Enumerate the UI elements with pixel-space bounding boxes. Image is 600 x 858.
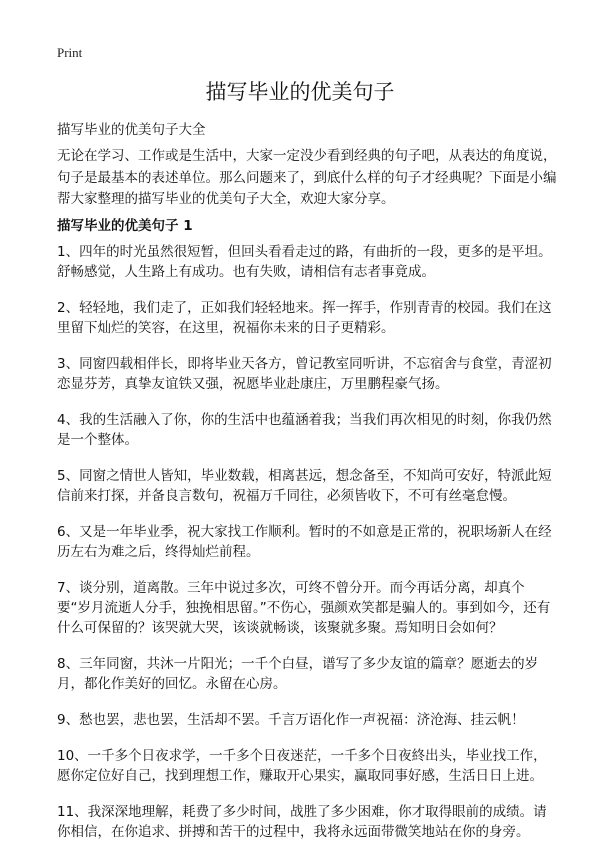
section-heading: 描写毕业的优美句子 1 [57,218,193,234]
sentence-list [57,242,557,858]
list-item: 3、同窗四载相伴长，即将毕业天各方，曾记教室同听讲，不忘宿舍与食堂，青涩初恋显芬芳，真挚友谊铁又强，祝愿毕业赴康庄，万里鹏程豪气扬。 [57,356,552,392]
print-link[interactable]: Print [57,45,83,60]
list-item: 10、一千多个日夜求学，一千多个日夜迷茫，一千多个日夜終出头，毕业找工作，愿你定位好自己，找到理想工作，赚取开心果实，赢取同事好感，生活日日上进。 [57,748,547,784]
list-item: 6、又是一年毕业季，祝大家找工作顺利。暂时的不如意是正常的，祝职场新人在经历左右为难之后，终得灿烂前程。 [57,524,552,560]
list-item: 5、同窗之情世人皆知，毕业数载，相离甚远，想念备至，不知尚可安好，特派此短信前来打探，并备良言数句，祝福万千同往，必须皆收下，不可有丝毫怠慢。 [57,468,552,504]
list-item: 7、谈分别，道离散。三年中说过多次，可终不曾分开。而今再话分离，却真个要“岁月流逝人分手，独挽相思留。”不伤心，强颜欢笑都是骗人的。事到如今，还有什么可保留的？该哭就大哭，该谈就畅谈，该聚就多聚。焉知明日会如何？ [57,580,551,636]
list-item: 1、四年的时光虽然很短暂，但回头看看走过的路，有曲折的一段，更多的是平坦。舒畅感觉，人生路上有成功。也有失败，请相信有志者事竟成。 [57,244,552,280]
list-item: 9、愁也罢，悲也罢，生活却不罢。千言万语化作一声祝福：济沧海、挂云帆！ [57,712,525,728]
list-item: 2、轻轻地，我们走了，正如我们轻轻地来。挥一挥手，作别青青的校园。我们在这里留下灿烂的笑容，在这里，祝福你未来的日子更精彩。 [57,300,552,336]
page-title: 描写毕业的优美句子 [205,80,395,104]
subtitle: 描写毕业的优美句子大全 [57,122,206,138]
list-item: 11、我深深地理解，耗费了多少时间，战胜了多少困难，你才取得眼前的成绩。请你相信，在你追求、拼搏和苦干的过程中，我将永远面带微笑地站在你的身旁。 [57,804,547,840]
intro-paragraph: 无论在学习、工作或是生活中，大家一定没少看到经典的句子吧，从表达的角度说，句子是最基本的表述单位。那么问题来了，到底什么样的句子才经典呢？下面是小编帮大家整理的描写毕业的优美句子大全，欢迎大家分享。 [57,148,557,207]
list-item: 8、三年同窗，共沐一片阳光；一千个白昼，谱写了多少友谊的篇章？愿逝去的岁月，都化作美好的回忆。永留在心房。 [57,656,539,692]
list-item: 4、我的生活融入了你，你的生活中也蕴涵着我；当我们再次相见的时刻，你我仍然是一个整体。 [57,412,552,448]
